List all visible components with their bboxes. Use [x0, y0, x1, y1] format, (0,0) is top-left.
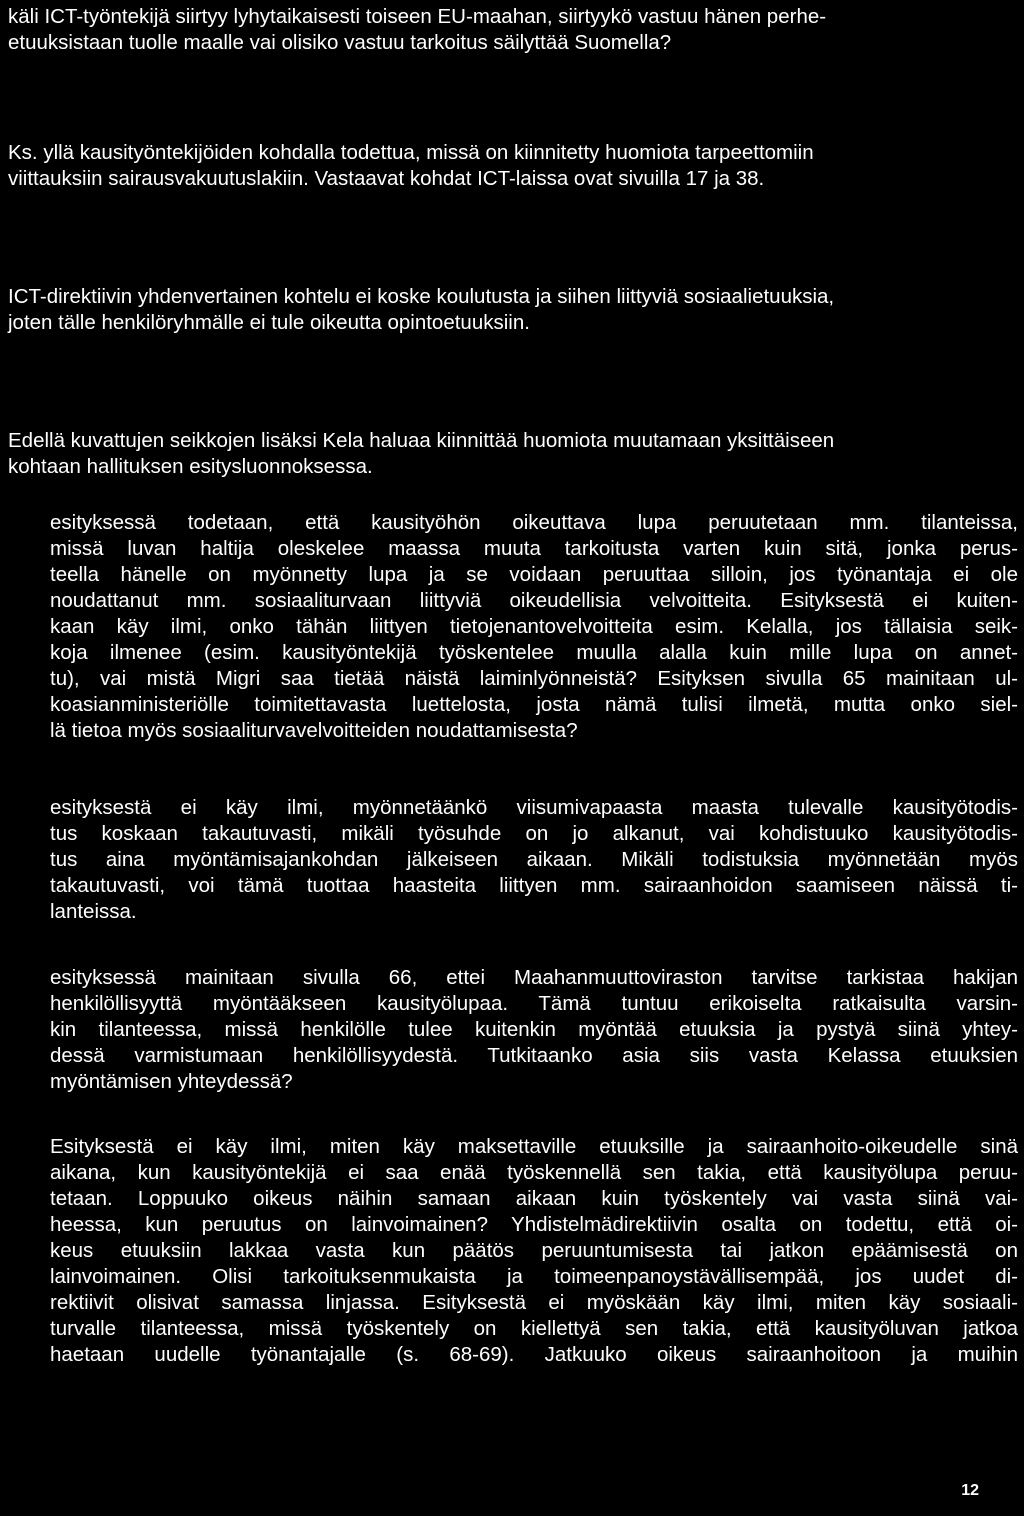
paragraph-kela-additional-points: [8, 428, 1018, 480]
text-line: missä luvan haltija oleskelee maassa muuta tarkoitusta varten kuin sitä, jonka perus-: [50, 537, 1018, 560]
text-line: kohtaan hallituksen esitysluonnoksessa.: [8, 455, 373, 478]
text-line: tu), vai mistä Migri saa tietää näistä laiminlyönneistä? Esityksen sivulla 65 mainitaan ul-: [50, 667, 1018, 690]
text-line: etuuksistaan tuolle maalle vai olisiko vastuu tarkoitus säilyttää Suomella?: [8, 31, 672, 54]
text-line: turvalle tilanteessa, missä työskentely on kiellettyä sen takia, että kausityöluvan jatkoa: [50, 1317, 1018, 1340]
text-line: ICT-direktiivin yhdenvertainen kohtelu ei koske koulutusta ja siihen liittyviä sosiaalietuuksia,: [8, 285, 835, 308]
text-line: Edellä kuvattujen seikkojen lisäksi Kela haluaa kiinnittää huomiota muutamaan yksittäiseen: [8, 429, 835, 452]
text-line: myöntämisen yhteydessä?: [50, 1070, 293, 1093]
text-line: tus koskaan takautuvasti, mikäli työsuhde on jo alkanut, vai kohdistuuko kausityötodis-: [50, 822, 1018, 845]
text-line: heessa, kun peruutus on lainvoimainen? Yhdistelmädirektiivin osalta on todettu, että oi-: [50, 1213, 1018, 1236]
paragraph-benefits-after-revocation: [50, 1134, 1018, 1368]
page-number: 12: [961, 1482, 979, 1499]
paragraph-permit-revocation: [50, 510, 1018, 744]
text-line: kaan käy ilmi, onko tähän liittyen tietojenantovelvoitteita esim. Kelalla, jos tällaisia seik-: [50, 615, 1018, 638]
text-line: Ks. yllä kausityöntekijöiden kohdalla todettua, missä on kiinnitetty huomiota tarpeettomiin: [8, 141, 814, 164]
text-line: koasianministeriölle toimitettavasta luettelosta, josta nämä tulisi ilmetä, mutta onko siel-: [50, 693, 1018, 716]
paragraph-ict-family-benefits: [8, 4, 1018, 56]
text-line: koja ilmenee (esim. kausityöntekijä työskentelee muulla alalla kuin mille lupa on annet-: [50, 641, 1018, 664]
text-line: haetaan uudelle työnantajalle (s. 68-69). Jatkuuko oikeus sairaanhoitoon ja muihin: [50, 1343, 1018, 1366]
text-line: dessä varmistumaan henkilöllisyydestä. Tutkitaanko asia siis vasta Kelassa etuuksien: [50, 1044, 1018, 1067]
text-line: lä tietoa myös sosiaaliturvavelvoitteiden noudattamisesta?: [50, 719, 578, 742]
text-line: Esityksestä ei käy ilmi, miten käy maksettaville etuuksille ja sairaanhoito-oikeudelle sinä: [50, 1135, 1018, 1158]
text-line: kin tilanteessa, missä henkilölle tulee kuitenkin myöntää etuuksia ja pystyä siinä yhtey-: [50, 1018, 1018, 1041]
text-line: tetaan. Loppuuko oikeus näihin samaan aikaan kuin työskentely vai vasta siinä vai-: [50, 1187, 1018, 1210]
paragraph-ict-directive-equal-treatment: [8, 284, 1018, 336]
text-line: lainvoimainen. Olisi tarkoituksenmukaista ja toimeenpanoystävällisempää, jos uudet di-: [50, 1265, 1018, 1288]
paragraph-sickness-insurance-references: [8, 140, 1018, 192]
text-line: takautuvasti, voi tämä tuottaa haasteita liittyen mm. sairaanhoidon saamiseen näissä ti-: [50, 874, 1018, 897]
text-line: esityksessä mainitaan sivulla 66, ettei Maahanmuuttoviraston tarvitse tarkistaa hakijan: [50, 966, 1018, 989]
text-line: joten tälle henkilöryhmälle ei tule oikeutta opintoetuuksiin.: [8, 311, 530, 334]
text-line: käli ICT-työntekijä siirtyy lyhytaikaisesti toiseen EU-maahan, siirtyykö vastuu hänen perhe-: [8, 5, 827, 28]
text-line: teella hänelle on myönnetty lupa ja se voidaan peruuttaa silloin, jos työnantaja ei ole: [50, 563, 1018, 586]
text-line: esityksestä ei käy ilmi, myönnetäänkö viisumivapaasta maasta tulevalle kausityötodis-: [50, 796, 1018, 819]
text-line: esityksessä todetaan, että kausityöhön oikeuttava lupa peruutetaan mm. tilanteissa,: [50, 511, 1018, 534]
text-line: rektiivit olisivat samassa linjassa. Esityksestä ei myöskään käy ilmi, miten käy sosiaali-: [50, 1291, 1018, 1314]
text-line: noudattanut mm. sosiaaliturvaan liittyviä oikeudellisia velvoitteita. Esityksestä ei kuiten-: [50, 589, 1018, 612]
text-line: henkilöllisyyttä myöntääkseen kausityölupaa. Tämä tuntuu erikoiselta ratkaisulta varsin-: [50, 992, 1018, 1015]
text-line: viittauksiin sairausvakuutuslakiin. Vastaavat kohdat ICT-laissa ovat sivuilla 17 ja 38.: [8, 167, 765, 190]
text-line: lanteissa.: [50, 900, 137, 923]
text-line: tus aina myöntämisajankohdan jälkeiseen aikaan. Mikäli todistuksia myönnetään myös: [50, 848, 1018, 871]
text-line: aikana, kun kausityöntekijä ei saa enää työskennellä sen takia, että kausityölupa peruu-: [50, 1161, 1018, 1184]
text-line: keus etuuksiin lakkaa vasta kun päätös peruuntumisesta tai jatkon epäämisestä on: [50, 1239, 1018, 1262]
paragraph-retroactive-certificate: [50, 795, 1018, 925]
paragraph-identity-verification: [50, 965, 1018, 1095]
